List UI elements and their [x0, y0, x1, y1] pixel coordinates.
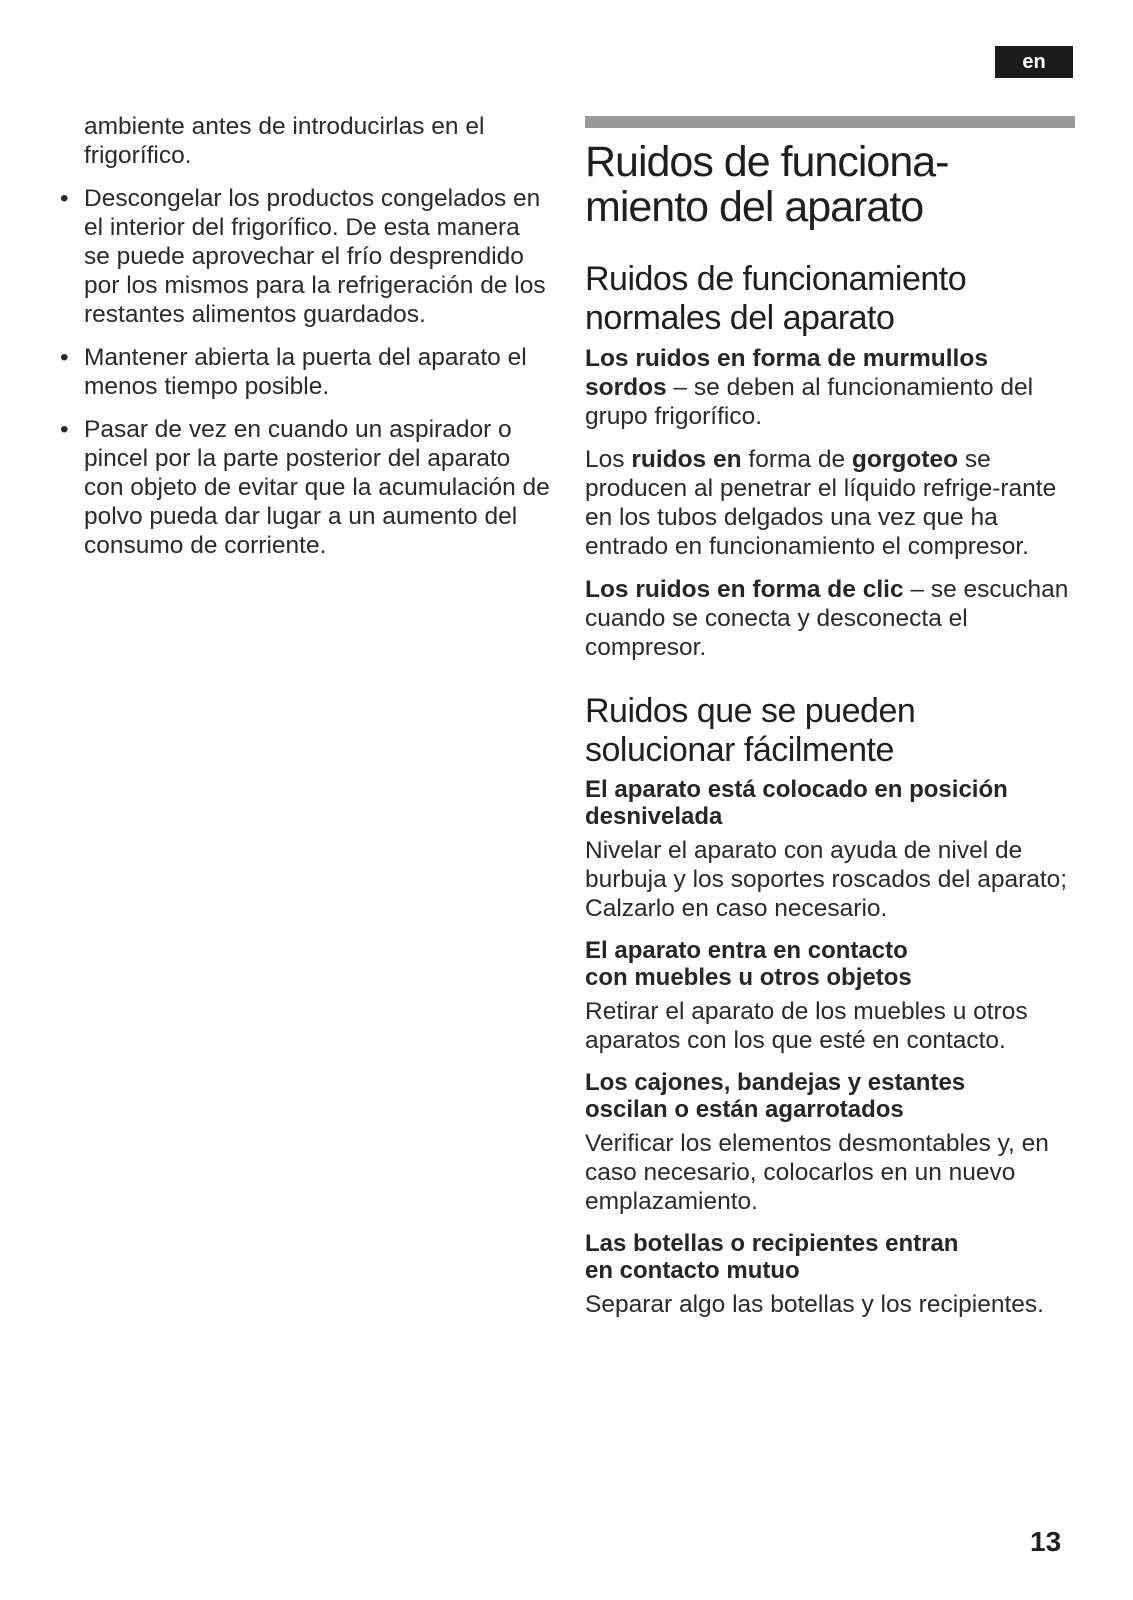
paragraph-text: forma de [741, 446, 852, 473]
problem-title: Las botellas o recipientes entran en contacto mutuo [585, 1230, 959, 1284]
list-item [60, 184, 550, 329]
bullet-icon: • [60, 416, 69, 443]
problem-item [585, 776, 1075, 923]
problem-item [585, 1230, 1075, 1319]
paragraph-bold-lead: ruidos en [631, 446, 742, 473]
problem-title: El aparato entra en contacto con muebles u otros objetos [585, 937, 912, 991]
paragraph-murmur [585, 344, 1075, 431]
page-number: 13 [1030, 1526, 1062, 1557]
paragraph-text: Los [585, 446, 632, 473]
paragraph-click [585, 575, 1075, 662]
right-column [585, 116, 1075, 1333]
list-item-text: Mantener abierta la puerta del aparato el menos tiempo posible. [84, 344, 527, 400]
section-fixable-noises [585, 692, 1075, 1319]
intro-text: ambiente antes de introducirlas en el frigorífico. [84, 113, 485, 169]
problem-solution: Retirar el aparato de los muebles u otros aparatos con los que esté en contacto. [585, 998, 1028, 1054]
paragraph-bold-lead: gorgoteo [851, 446, 959, 473]
page-title: Ruidos de funciona- miento del aparato [585, 138, 949, 231]
paragraph-bold-lead: Los ruidos en forma de clic [585, 576, 904, 603]
problem-item [585, 1069, 1075, 1216]
problem-title: El aparato está colocado en posición desnivelada [585, 776, 1008, 830]
problem-item [585, 937, 1075, 1055]
list-item [60, 343, 550, 401]
problem-title: Los cajones, bandejas y estantes oscilan o están agarrotados [585, 1069, 966, 1123]
tips-list [60, 184, 550, 560]
left-column [60, 112, 550, 574]
list-item-text: Pasar de vez en cuando un aspirador o pincel por la parte posterior del aparato con objeto de evitar que la acumulación de polvo pueda dar lugar a un aumento del consumo de corriente. [84, 416, 550, 559]
problem-solution: Nivelar el aparato con ayuda de nivel de burbuja y los soportes roscados del aparato; Calzarlo en caso necesario. [585, 837, 1068, 922]
list-item-text: Descongelar los productos congelados en el interior del frigorífico. De esta manera se puede aprovechar el frío desprendido por los mismos para la refrigeración de los restantes alimentos guardados. [84, 185, 546, 328]
bullet-icon: • [60, 185, 69, 212]
paragraph-bold-lead: Los ruidos en forma de murmullos sordos [585, 345, 988, 401]
language-tab: en [995, 46, 1073, 78]
paragraph-gurgle [585, 445, 1075, 561]
section-heading-normal-noises: Ruidos de funcionamiento normales del aparato [585, 260, 967, 337]
problem-solution: Separar algo las botellas y los recipientes. [585, 1291, 1044, 1318]
problem-solution: Verificar los elementos desmontables y, en caso necesario, colocarlos en un nuevo emplazamiento. [585, 1130, 1049, 1215]
list-item [60, 415, 550, 560]
paragraph-text: – se deben al funcionamiento del grupo frigorífico. [585, 374, 1034, 430]
section-heading-fixable-noises: Ruidos que se pueden solucionar fácilmente [585, 692, 916, 769]
paragraph-text: – se escuchan cuando se conecta y desconecta el compresor. [585, 576, 1069, 661]
bullet-icon: • [60, 344, 69, 371]
paragraph-text: se producen al penetrar el líquido refrige-rante en los tubos delgados una vez que ha entrado en funcionamiento el compresor. [585, 446, 1057, 560]
section-rule [585, 116, 1075, 128]
